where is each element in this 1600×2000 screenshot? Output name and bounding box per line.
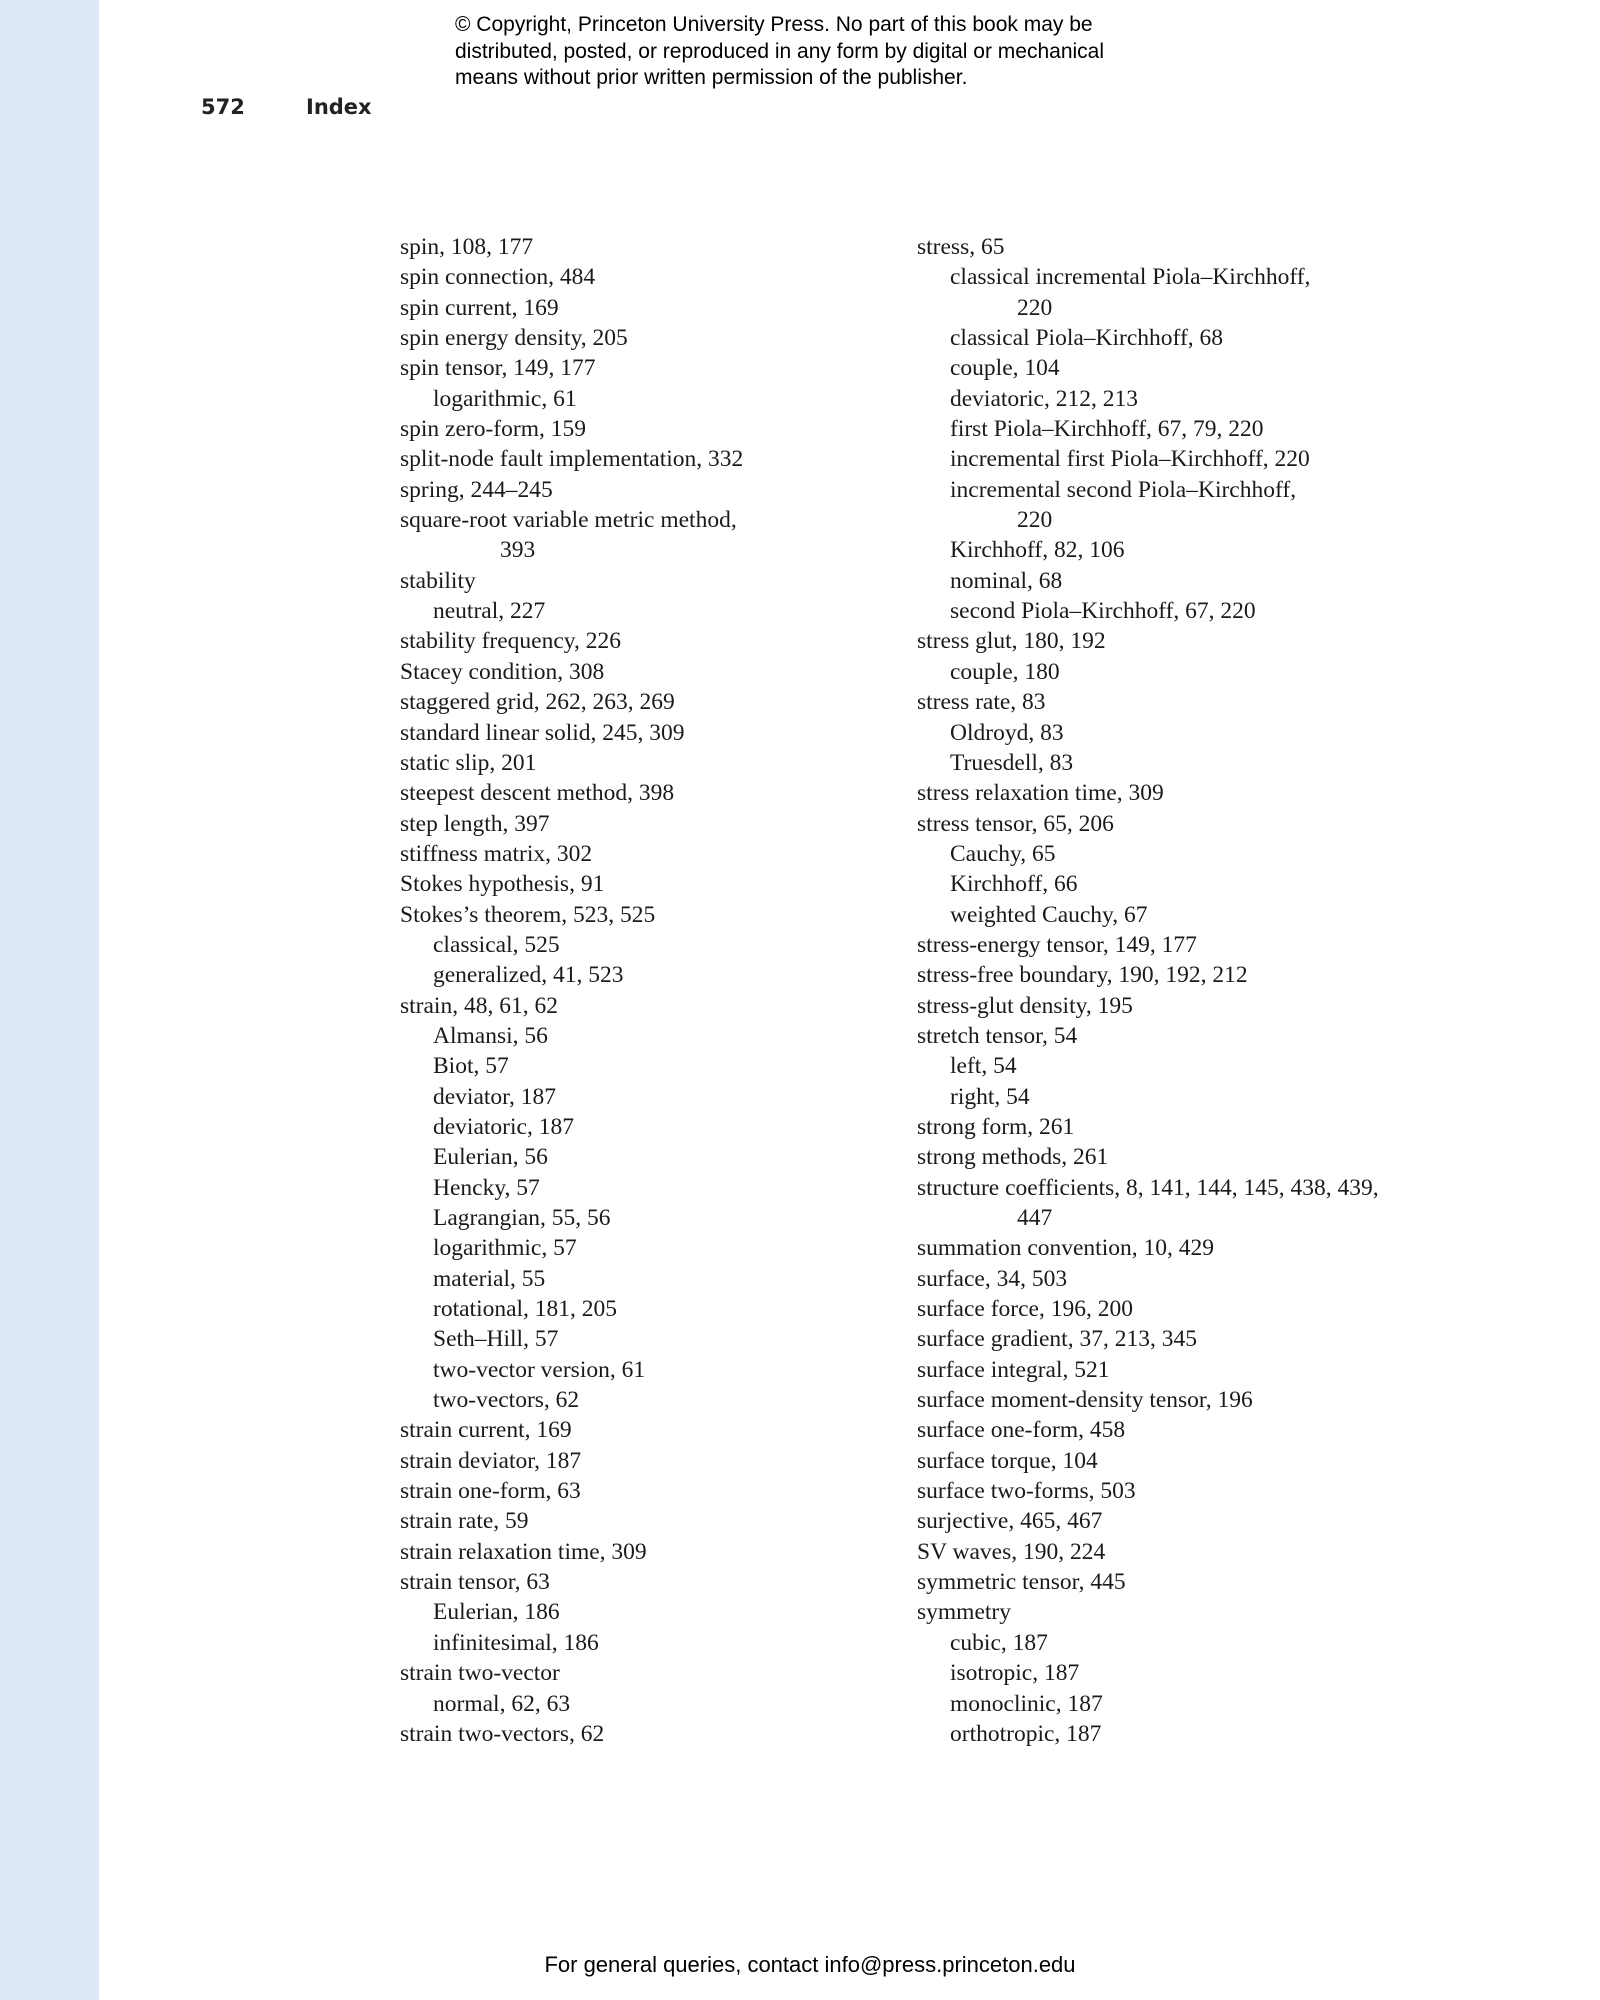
index-entry: stress relaxation time, 309 bbox=[917, 780, 1164, 807]
index-subentry: rotational, 181, 205 bbox=[433, 1296, 618, 1323]
index-subentry: incremental second Piola–Kirchhoff, bbox=[950, 476, 1297, 503]
index-entry: stretch tensor, 54 bbox=[917, 1022, 1078, 1049]
index-entry: stress, 65 bbox=[917, 234, 1005, 260]
index-entry: surjective, 465, 467 bbox=[917, 1508, 1103, 1535]
index-entry: staggered grid, 262, 263, 269 bbox=[400, 689, 675, 716]
index-entry: stress glut, 180, 192 bbox=[917, 628, 1106, 655]
index-entry: standard linear solid, 245, 309 bbox=[400, 719, 685, 746]
index-entry: stress-free boundary, 190, 192, 212 bbox=[917, 962, 1248, 989]
index-entry: stress tensor, 65, 206 bbox=[917, 810, 1114, 837]
index-column-left bbox=[400, 232, 880, 1749]
index-subentry: Almansi, 56 bbox=[433, 1022, 548, 1049]
index-entry: strong form, 261 bbox=[917, 1113, 1075, 1140]
index-subentry: classical Piola–Kirchhoff, 68 bbox=[950, 325, 1224, 352]
index-entry: strain relaxation time, 309 bbox=[400, 1538, 647, 1565]
index-subentry: Cauchy, 65 bbox=[950, 840, 1056, 867]
index-entry: SV waves, 190, 224 bbox=[917, 1538, 1106, 1565]
page-number: 572 bbox=[201, 95, 245, 119]
index-subentry: left, 54 bbox=[950, 1053, 1017, 1080]
index-entry: strain deviator, 187 bbox=[400, 1447, 582, 1474]
index-subentry: Kirchhoff, 66 bbox=[950, 871, 1078, 898]
index-entry: spin current, 169 bbox=[400, 294, 559, 321]
index-subentry: logarithmic, 61 bbox=[433, 385, 577, 412]
index-entry: strain two-vector bbox=[400, 1660, 560, 1687]
index-entry-continuation: 393 bbox=[500, 537, 536, 564]
index-entry: Stokes hypothesis, 91 bbox=[400, 871, 605, 898]
side-margin-strip bbox=[0, 0, 99, 2000]
index-entry: steepest descent method, 398 bbox=[400, 780, 675, 807]
index-entry: surface, 34, 503 bbox=[917, 1265, 1068, 1292]
copyright-line: distributed, posted, or reproduced in any form by digital or mechanical bbox=[455, 39, 1105, 63]
index-subentry: infinitesimal, 186 bbox=[433, 1629, 599, 1656]
index-entry: stability bbox=[400, 567, 476, 594]
index-entry: strain, 48, 61, 62 bbox=[400, 992, 558, 1019]
index-entry-continuation: 447 bbox=[1017, 1205, 1053, 1231]
index-entry: strong methods, 261 bbox=[917, 1144, 1109, 1171]
index-subentry: logarithmic, 57 bbox=[433, 1235, 577, 1262]
index-subentry: Eulerian, 186 bbox=[433, 1599, 560, 1626]
index-entry: static slip, 201 bbox=[400, 749, 537, 776]
index-entry: spin, 108, 177 bbox=[400, 234, 534, 260]
index-subentry: isotropic, 187 bbox=[950, 1660, 1080, 1687]
index-entry: spring, 244–245 bbox=[400, 476, 553, 503]
index-subentry: neutral, 227 bbox=[433, 598, 546, 625]
index-subentry: weighted Cauchy, 67 bbox=[950, 901, 1148, 928]
index-subentry: right, 54 bbox=[950, 1083, 1030, 1110]
index-subentry: nominal, 68 bbox=[950, 567, 1063, 594]
copyright-line: means without prior written permission of the publisher. bbox=[455, 66, 968, 89]
index-entry: strain current, 169 bbox=[400, 1417, 572, 1444]
index-entry: stress-glut density, 195 bbox=[917, 992, 1133, 1019]
index-subentry: second Piola–Kirchhoff, 67, 220 bbox=[950, 598, 1256, 625]
index-subentry: classical incremental Piola–Kirchhoff, bbox=[950, 264, 1311, 291]
index-subentry: classical, 525 bbox=[433, 931, 560, 958]
index-subentry: Eulerian, 56 bbox=[433, 1144, 548, 1171]
index-entry: spin tensor, 149, 177 bbox=[400, 355, 596, 382]
index-subentry: Hencky, 57 bbox=[433, 1174, 540, 1201]
index-entry: stability frequency, 226 bbox=[400, 628, 622, 655]
index-subentry: first Piola–Kirchhoff, 67, 79, 220 bbox=[950, 416, 1264, 443]
footer-contact: For general queries, contact info@press.princeton.edu bbox=[544, 1952, 1076, 1977]
index-subentry: Kirchhoff, 82, 106 bbox=[950, 537, 1125, 564]
index-subentry: cubic, 187 bbox=[950, 1629, 1048, 1656]
index-entry: square-root variable metric method, bbox=[400, 507, 737, 534]
index-subentry: Lagrangian, 55, 56 bbox=[433, 1205, 611, 1231]
index-subentry: deviatoric, 187 bbox=[433, 1113, 574, 1140]
index-subentry: Truesdell, 83 bbox=[950, 749, 1074, 776]
index-entry: strain two-vectors, 62 bbox=[400, 1720, 605, 1747]
index-entry-continuation: 220 bbox=[1017, 507, 1053, 534]
index-subentry: material, 55 bbox=[433, 1265, 546, 1292]
index-subentry: monoclinic, 187 bbox=[950, 1690, 1103, 1717]
index-entry: spin energy density, 205 bbox=[400, 325, 628, 352]
index-entry: structure coefficients, 8, 141, 144, 145, 438, 439, bbox=[917, 1174, 1379, 1201]
index-subentry: Seth–Hill, 57 bbox=[433, 1326, 559, 1353]
index-subentry: generalized, 41, 523 bbox=[433, 962, 624, 989]
index-entry: surface integral, 521 bbox=[917, 1356, 1110, 1383]
index-entry: spin zero-form, 159 bbox=[400, 416, 586, 443]
index-entry: surface two-forms, 503 bbox=[917, 1478, 1136, 1505]
index-entry: strain one-form, 63 bbox=[400, 1478, 581, 1505]
index-entry: split-node fault implementation, 332 bbox=[400, 446, 744, 473]
index-entry: Stokes’s theorem, 523, 525 bbox=[400, 901, 656, 928]
index-subentry: Oldroyd, 83 bbox=[950, 719, 1064, 746]
index-entry: spin connection, 484 bbox=[400, 264, 596, 291]
index-subentry: two-vector version, 61 bbox=[433, 1356, 646, 1383]
index-entry: summation convention, 10, 429 bbox=[917, 1235, 1214, 1262]
index-subentry: two-vectors, 62 bbox=[433, 1387, 580, 1414]
index-subentry: orthotropic, 187 bbox=[950, 1720, 1102, 1747]
index-subentry: deviator, 187 bbox=[433, 1083, 557, 1110]
copyright-line: © Copyright, Princeton University Press. No part of this book may be bbox=[455, 13, 1093, 36]
index-subentry: Biot, 57 bbox=[433, 1053, 509, 1080]
section-title: Index bbox=[306, 95, 372, 119]
index-subentry: incremental first Piola–Kirchhoff, 220 bbox=[950, 446, 1310, 473]
index-entry: strain tensor, 63 bbox=[400, 1569, 550, 1596]
index-subentry: normal, 62, 63 bbox=[433, 1690, 571, 1717]
index-entry: surface gradient, 37, 213, 345 bbox=[917, 1326, 1197, 1353]
index-column-right bbox=[917, 232, 1517, 1749]
index-subentry: deviatoric, 212, 213 bbox=[950, 385, 1138, 412]
index-entry: symmetric tensor, 445 bbox=[917, 1569, 1126, 1596]
index-subentry: couple, 104 bbox=[950, 355, 1060, 382]
index-entry: step length, 397 bbox=[400, 810, 550, 837]
index-subentry: couple, 180 bbox=[950, 658, 1060, 685]
index-entry-continuation: 220 bbox=[1017, 294, 1053, 321]
index-entry: symmetry bbox=[917, 1599, 1011, 1626]
index-entry: surface force, 196, 200 bbox=[917, 1296, 1133, 1323]
index-entry: surface moment-density tensor, 196 bbox=[917, 1387, 1253, 1414]
index-entry: stress-energy tensor, 149, 177 bbox=[917, 931, 1197, 958]
index-entry: stress rate, 83 bbox=[917, 689, 1046, 716]
index-entry: strain rate, 59 bbox=[400, 1508, 529, 1535]
index-entry: Stacey condition, 308 bbox=[400, 658, 605, 685]
copyright-notice bbox=[455, 12, 1215, 92]
index-entry: surface torque, 104 bbox=[917, 1447, 1098, 1474]
index-entry: surface one-form, 458 bbox=[917, 1417, 1126, 1444]
index-entry: stiffness matrix, 302 bbox=[400, 840, 593, 867]
